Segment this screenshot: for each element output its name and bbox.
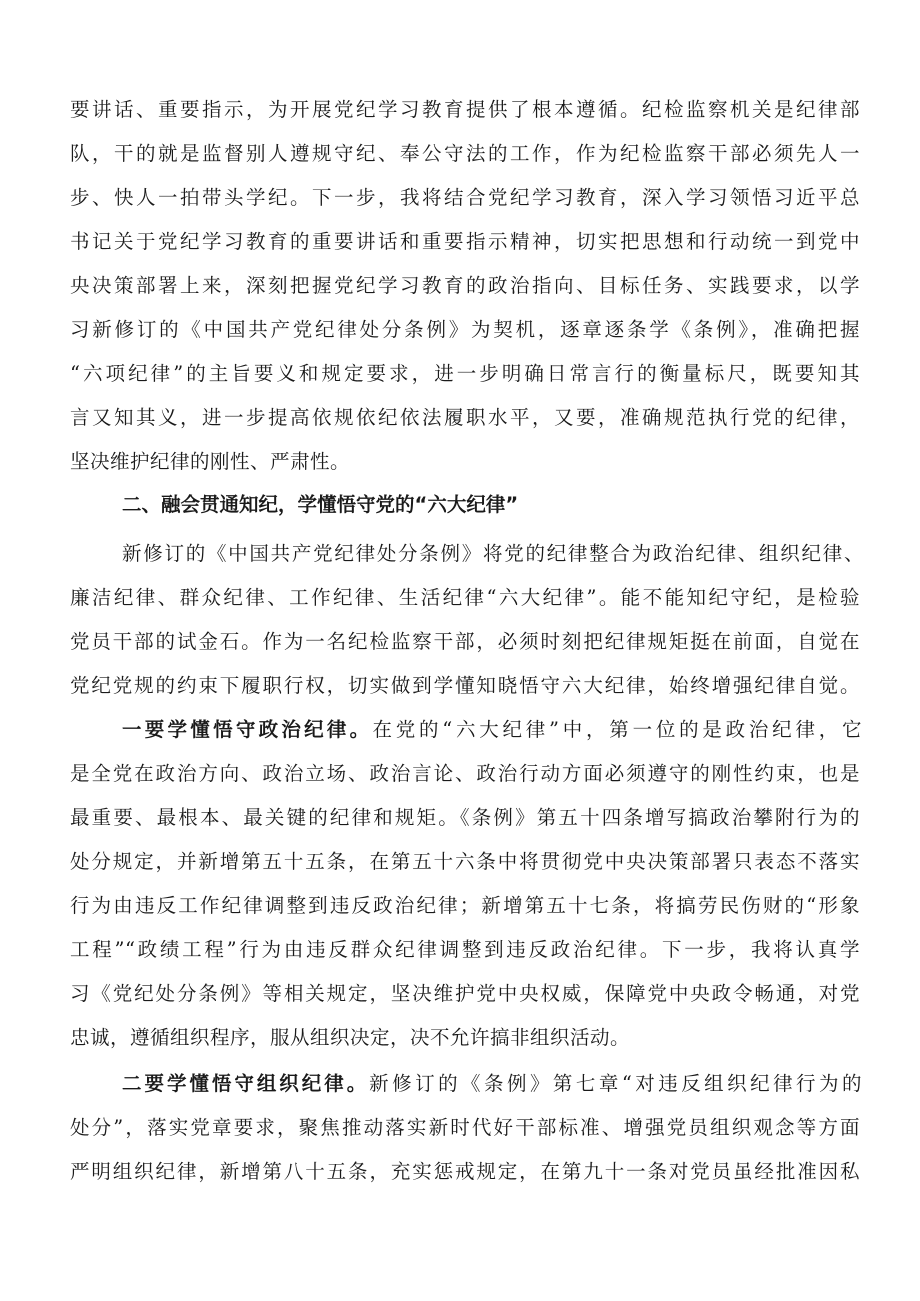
paragraph-first-line — [122, 716, 862, 744]
paragraph-line: 书记关于党纪学习教育的重要讲话和重要指示精神，切实把思想和行动统一到党中 — [70, 230, 860, 253]
paragraph-line: 工程”“政绩工程”行为由违反群众纪律调整到违反政治纪律。下一步，我将认真学 — [70, 938, 860, 961]
paragraph-line: 言又知其义，进一步提高依规依纪依法履职水平，又要，准确规范执行党的纪律， — [70, 406, 860, 429]
section-heading: 二、融会贯通知纪，学懂悟守党的“六大纪律” — [122, 493, 519, 516]
paragraph-line: 新修订的《中国共产党纪律处分条例》将党的纪律整合为政治纪律、组织纪律、 — [122, 542, 864, 565]
paragraph-lead-bold: 二要学懂悟守组织纪律。 — [122, 1072, 370, 1095]
paragraph-line: 廉洁纪律、群众纪律、工作纪律、生活纪律“六大纪律”。能不能知纪守纪，是检验 — [70, 586, 860, 609]
paragraph-line: 处分规定，并新增第五十五条，在第五十六条中将贯彻党中央决策部署只表态不落实 — [70, 850, 860, 873]
paragraph-line: 行为由违反工作纪律调整到违反政治纪律；新增第五十七条，将搞劳民伤财的“形象 — [70, 894, 860, 917]
paragraph-line: 忠诚，遵循组织程序，服从组织决定，决不允许搞非组织活动。 — [70, 1026, 631, 1049]
paragraph-line: 坚决维护纪律的刚性、严肃性。 — [70, 450, 351, 473]
paragraph-line: 要讲话、重要指示，为开展党纪学习教育提供了根本遵循。纪检监察机关是纪律部 — [70, 98, 860, 121]
paragraph-line: 习新修订的《中国共产党纪律处分条例》为契机，逐章逐条学《条例》，准确把握 — [70, 318, 860, 341]
paragraph-line: 是全党在政治方向、政治立场、政治言论、政治行动方面必须遵守的刚性约束，也是 — [70, 762, 860, 785]
paragraph-text: 在党的“六大纪律”中，第一位的是政治纪律，它 — [372, 718, 862, 741]
paragraph-line: 步、快人一拍带头学纪。下一步，我将结合党纪学习教育，深入学习领悟习近平总 — [70, 186, 860, 209]
paragraph-lead-bold: 一要学懂悟守政治纪律。 — [122, 718, 373, 741]
paragraph-line: 最重要、最根本、最关键的纪律和规矩。《条例》第五十四条增写搞政治攀附行为的 — [70, 806, 860, 829]
paragraph-line: 严明组织纪律，新增第八十五条，充实惩戒规定，在第九十一条对党员虽经批准因私 — [70, 1160, 860, 1183]
paragraph-text: 新修订的《条例》第七章“对违反组织纪律行为的 — [369, 1072, 862, 1095]
paragraph-line: 习《党纪处分条例》等相关规定，坚决维护党中央权威，保障党中央政令畅通，对党 — [70, 982, 860, 1005]
paragraph-line: 党员干部的试金石。作为一名纪检监察干部，必须时刻把纪律规矩挺在前面，自觉在 — [70, 630, 860, 653]
paragraph-line: 队，干的就是监督别人遵规守纪、奉公守法的工作，作为纪检监察干部必须先人一 — [70, 142, 860, 165]
paragraph-line: 处分”，落实党章要求，聚焦推动落实新时代好干部标准、增强党员组织观念等方面 — [70, 1116, 860, 1139]
paragraph-line: 央决策部署上来，深刻把握党纪学习教育的政治指向、目标任务、实践要求，以学 — [70, 274, 860, 297]
paragraph-first-line — [122, 1070, 862, 1098]
paragraph-line: “六项纪律”的主旨要义和规定要求，进一步明确日常言行的衡量标尺，既要知其 — [70, 362, 860, 385]
paragraph-line: 党纪党规的约束下履职行权，切实做到学懂知晓悟守六大纪律，始终增强纪律自觉。 — [70, 674, 860, 697]
